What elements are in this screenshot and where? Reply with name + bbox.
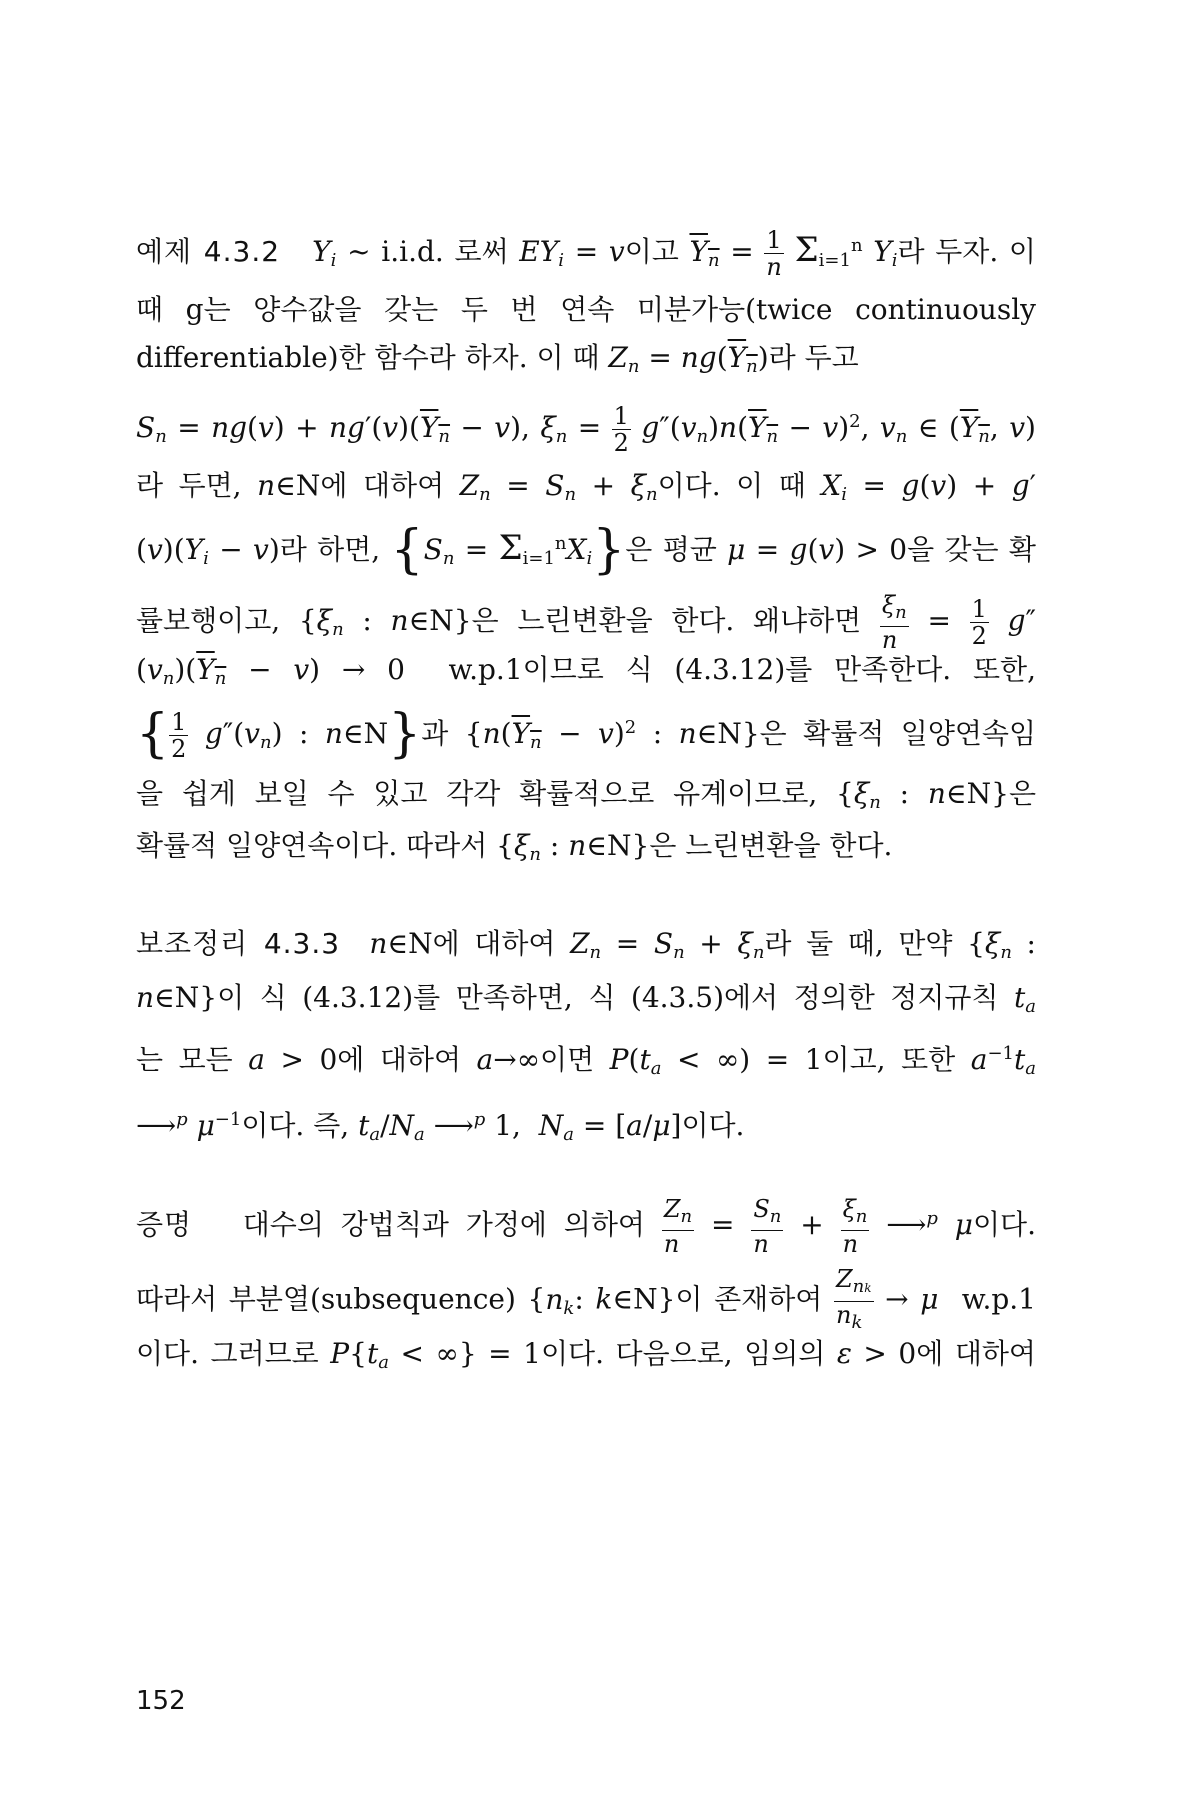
proof-line-1: 증명 대수의 강법칙과 가정에 의하여 $\frac{Z_n}{n}$ = $\frac{S_n}{n}$ + $\frac{\xi_n}{n}$ ⟶$^p$ μ이다.: [136, 1195, 1036, 1258]
page-number: 152: [136, 1686, 186, 1716]
example-line-5: 라 두면, n∈N에 대하여 $Z_n = S_n + \xi_n$이다. 이 때 $X_i = g(v) + g'$: [136, 469, 1036, 505]
proof-line-2: 따라서 부분열(subsequence) {$n_k$: k∈N}이 존재하여 $\frac{Z_{nk}}{n_k}$ → μ w.p.1: [136, 1265, 1036, 1333]
example-line-6: $(v)(Y_i - v)$라 하면, $\{S_n = \Sigma_{i=1}^nX_i\}$은 평균 μ = g(v) > 0을 갖는 확: [136, 520, 1036, 580]
example-line-1: 예제 4.3.2 $Y_i$ ~ i.i.d. 로써 $EY_i = v$이고 $Y_n$ = $\frac{1}{n}$ $\Sigma_{i=1}^n$ $Y_i$라 두자. 이: [136, 226, 1036, 281]
example-line-4: $S_n = ng(v) + ng'(v)(Y_n - v)$, $\xi_n$ = $\frac{1}{2}$ $g''(v_n)n(Y_n - v)^2$, $v_n$ ∈ ($Y_n$, v): [136, 402, 1036, 457]
lemma-line-2: n∈N}이 식 (4.3.12)를 만족하면, 식 (4.3.5)에서 정의한 정지규칙 $t_a$: [136, 981, 1036, 1017]
example-line-9: { $\frac{1}{2}$ $g''(v_n)$ : n∈N}과 {$n(Y_n - v)^2$ : n∈N}은 확률적 일양연속임: [136, 704, 1037, 764]
proof-line-3: 이다. 그러므로 $P\{t_a$ < ∞} = 1이다. 다음으로, 임의의 ε > 0에 대하여: [136, 1337, 1036, 1373]
lemma-label: 보조정리 4.3.3: [136, 927, 341, 960]
example-line-10: 을 쉽게 보일 수 있고 각각 확률적으로 유계이므로, {$\xi_n$ : n∈N}은: [136, 777, 1036, 813]
example-label: 예제 4.3.2: [136, 235, 281, 268]
example-line-2: 때 g는 양수값을 갖는 두 번 연속 미분가능(twice continuously: [136, 293, 1036, 326]
example-line-7: 률보행이고, {$\xi_n$ : n∈N}은 느린변환을 한다. 왜냐하면 $\frac{\xi_n}{n}$ = $\frac{1}{2}$ g″: [136, 591, 1037, 654]
lemma-line-4: ⟶$^p$ $\mu^{-1}$이다. 즉, $t_a/N_a$ ⟶$^p$ 1, $N_a = [a/\mu]$이다.: [136, 1109, 745, 1145]
example-line-11: 확률적 일양연속이다. 따라서 {$\xi_n$ : n∈N}은 느린변환을 한다.: [136, 829, 893, 865]
fraction-one-over-n: $\frac{1}{n}$: [766, 226, 782, 281]
example-line-8: $(v_n)(Y_n - v) \to 0$ w.p.1이므로 식 (4.3.12)를 만족한다. 또한,: [136, 653, 1036, 689]
lemma-line-1: 보조정리 4.3.3 n∈N에 대하여 $Z_n = S_n + \xi_n$라 둘 때, 만약 {$\xi_n$ :: [136, 927, 1036, 963]
example-line-3: differentiable)한 함수라 하자. 이 때 $Z_n = ng(Y_n)$라 두고: [136, 341, 859, 377]
lemma-line-3: 는 모든 a > 0에 대하여 a→∞이면 $P(t_a$ < ∞) = 1이고, 또한 $a^{-1}t_a$: [136, 1043, 1036, 1079]
proof-label: 증명: [136, 1208, 193, 1241]
